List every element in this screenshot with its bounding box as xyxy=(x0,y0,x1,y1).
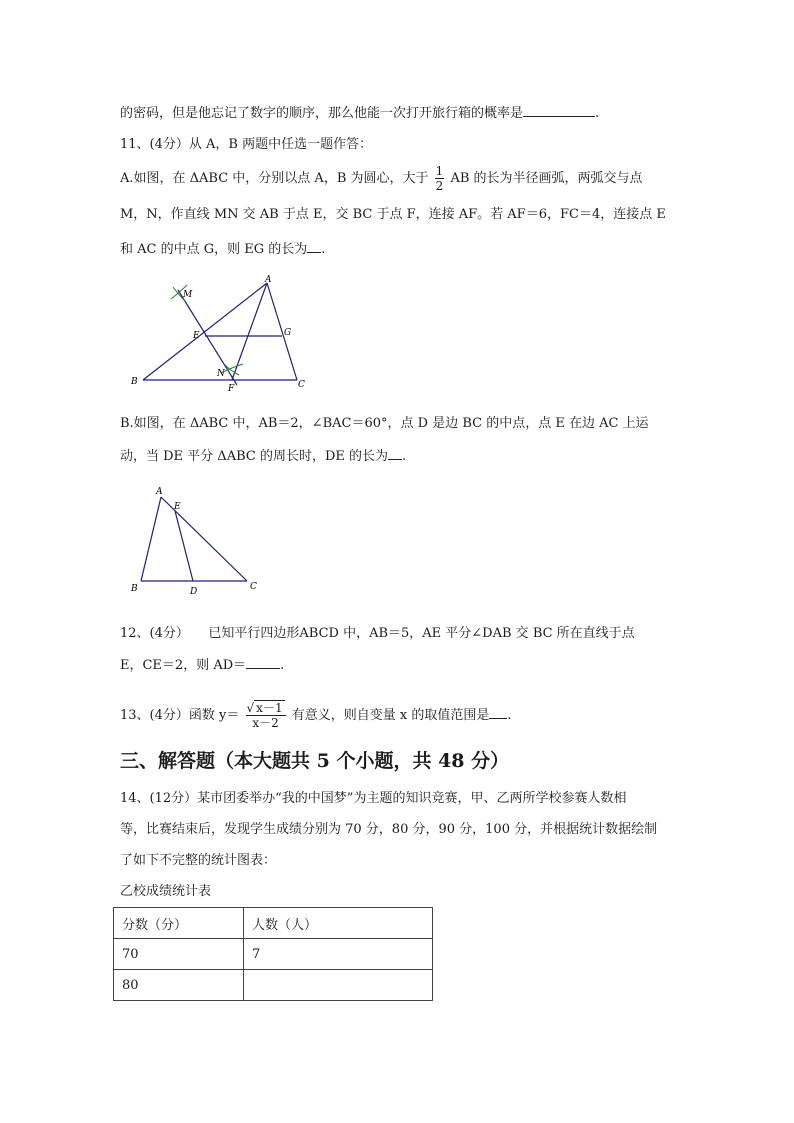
period: . xyxy=(280,658,285,673)
label-e: E xyxy=(174,502,181,512)
q11a-line-3 xyxy=(120,240,325,258)
answer-blank xyxy=(523,104,595,117)
period: . xyxy=(507,708,512,723)
table-cell: 80 xyxy=(114,970,244,1001)
section-title: 三、解答题（本大题共 5 个小题，共 48 分） xyxy=(120,750,510,772)
period: . xyxy=(595,106,600,121)
figure-b-triangle xyxy=(125,483,265,598)
segment-de xyxy=(175,511,193,581)
label-c: C xyxy=(298,380,305,390)
line-1 xyxy=(120,104,599,122)
label-b: B xyxy=(131,584,138,594)
q10-tail-text: 的密码，但是他忘记了数字的顺序，那么他能一次打开旅行箱的概率是 xyxy=(120,106,524,121)
table-cell: 70 xyxy=(114,939,244,970)
q12-line-2 xyxy=(120,656,284,674)
table-cell xyxy=(244,970,433,1001)
segment-ba xyxy=(143,283,267,380)
q11a-text-pre: A.如图，在 ΔABC 中，分别以点 A，B 为圆心，大于 xyxy=(120,171,429,186)
answer-blank xyxy=(307,240,321,253)
fraction-denominator: 2 xyxy=(435,179,444,193)
table-header-cell: 分数（分） xyxy=(114,908,244,939)
q11a-line-2: M，N，作直线 MN 交 AB 于点 E，交 BC 于点 F，连接 AF。若 AF＝6，FC＝4，连接点 E xyxy=(120,207,666,222)
label-g: G xyxy=(284,328,292,338)
answer-blank xyxy=(489,706,507,719)
label-a: A xyxy=(265,275,272,285)
label-d: D xyxy=(190,587,198,597)
period: . xyxy=(321,242,326,257)
q11-heading: 11、(4分）从 A，B 两题中任选一题作答： xyxy=(120,137,373,152)
table-title: 乙校成绩统计表 xyxy=(120,884,212,899)
q11b-question-text: 动，当 DE 平分 ΔABC 的周长时，DE 的长为 xyxy=(120,449,389,464)
segment-ab xyxy=(141,497,161,581)
label-a: A xyxy=(156,487,163,497)
q14-line-1: 14、(12分）某市团委举办“我的中国梦”为主题的知识竞赛，甲、乙两所学校参赛人数相 xyxy=(120,791,627,806)
q11b-line-2 xyxy=(120,447,406,465)
table-header-cell: 人数（人） xyxy=(244,908,433,939)
label-n: N xyxy=(217,369,225,379)
period: . xyxy=(402,449,407,464)
q13-line xyxy=(120,701,511,730)
q13-text-post: 有意义，则自变量 x 的取值范围是 xyxy=(291,708,490,723)
fraction-one-half xyxy=(435,164,445,193)
q11a-line-1 xyxy=(120,164,643,193)
sqrt-radicand: x－1 xyxy=(256,701,283,715)
answer-blank xyxy=(246,656,280,669)
answer-blank xyxy=(388,447,402,460)
table-row xyxy=(114,970,433,1001)
q14-line-2: 等，比赛结束后，发现学生成绩分别为 70 分，80 分，90 分，100 分，并根据统计数据绘制 xyxy=(120,822,658,837)
label-e: E xyxy=(193,331,200,341)
segment-ac xyxy=(267,283,297,380)
label-m: M xyxy=(183,290,193,300)
q11a-text-post: AB 的长为半径画弧，两弧交与点 xyxy=(450,171,643,186)
fraction-denominator: x－2 xyxy=(252,716,279,730)
figure-a-triangle xyxy=(125,275,320,395)
fraction-numerator: √ x－1 xyxy=(246,701,286,716)
table-row xyxy=(114,939,433,970)
q12-question-text: E，CE＝2，则 AD＝ xyxy=(120,658,247,673)
fraction-numerator: 1 xyxy=(435,164,444,178)
label-c: C xyxy=(250,582,257,592)
function-fraction xyxy=(246,701,286,730)
q12-line-1: 12、(4分） 已知平行四边形ABCD 中，AB＝5，AE 平分∠DAB 交 BC 所在直线于点 xyxy=(120,626,635,641)
label-f: F xyxy=(228,384,235,394)
line-mn xyxy=(178,290,237,385)
table-header-row xyxy=(114,908,433,939)
score-table xyxy=(113,907,433,1001)
label-b: B xyxy=(131,377,138,387)
table-cell: 7 xyxy=(244,939,433,970)
q14-line-3: 了如下不完整的统计图表： xyxy=(120,853,277,868)
q11a-question-text: 和 AC 的中点 G，则 EG 的长为 xyxy=(120,242,308,257)
q11b-line-1: B.如图，在 ΔABC 中，AB＝2，∠BAC＝60°，点 D 是边 BC 的中点，点 E 在边 AC 上运 xyxy=(120,416,649,431)
q13-text-pre: 13、(4分）函数 y＝ xyxy=(120,708,240,723)
